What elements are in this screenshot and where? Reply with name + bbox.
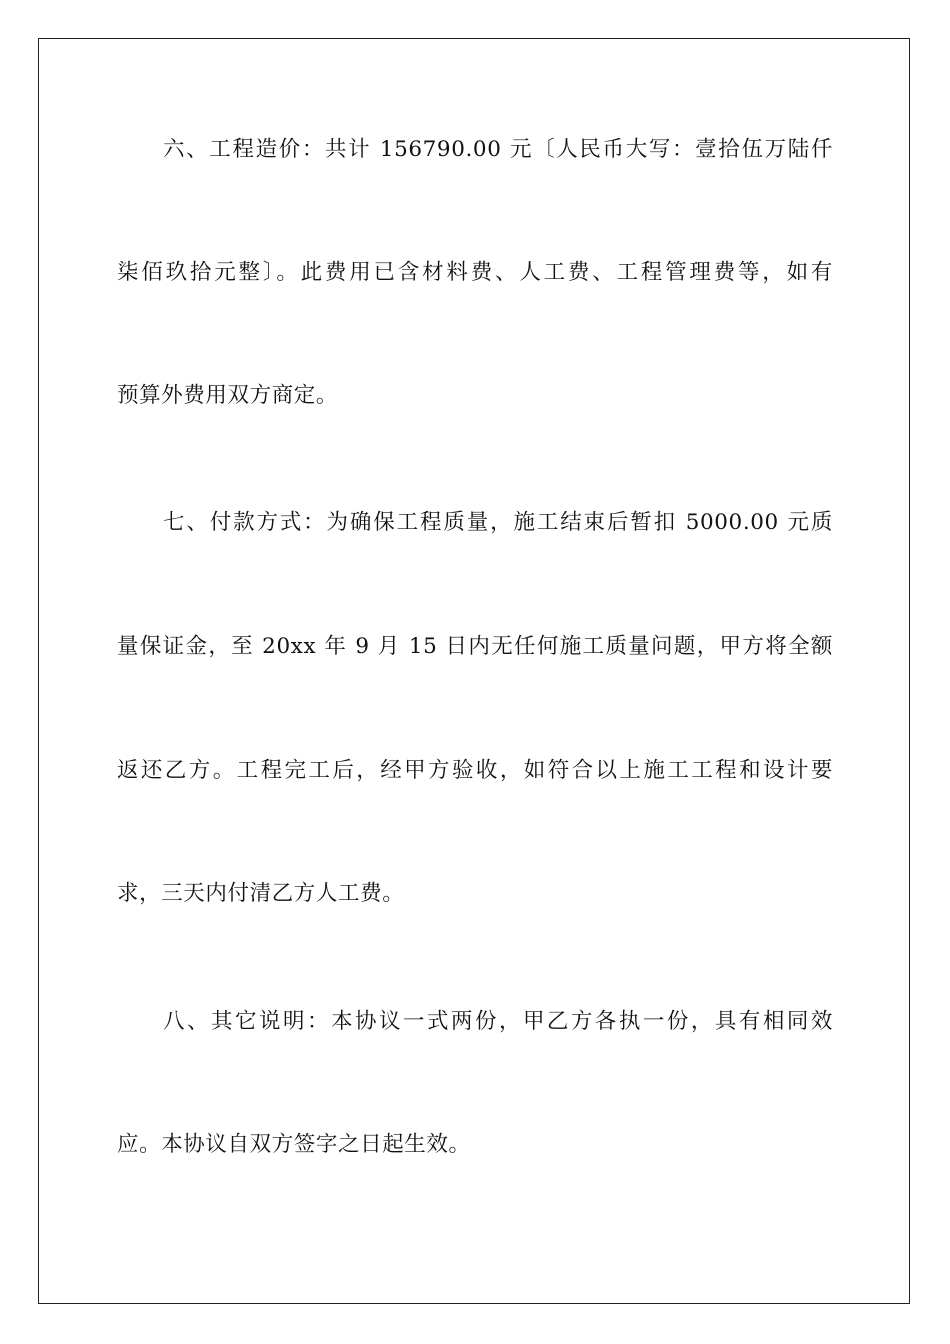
clause-seven-line-2: 量保证金，至 20xx 年 9 月 15 日内无任何施工质量问题，甲方将全额 bbox=[117, 634, 833, 659]
clause-seven-line-4: 求，三天内付清乙方人工费。 bbox=[117, 881, 405, 906]
clause-seven-line-3: 返还乙方。工程完工后，经甲方验收，如符合以上施工工程和设计要 bbox=[117, 758, 833, 783]
clause-seven-line-1: 七、付款方式：为确保工程质量，施工结束后暂扣 5000.00 元质 bbox=[163, 510, 833, 535]
page-border bbox=[38, 38, 910, 1304]
clause-six-line-2: 柒佰玖拾元整〕。此费用已含材料费、人工费、工程管理费等，如有 bbox=[117, 260, 833, 285]
clause-eight-line-2: 应。本协议自双方签字之日起生效。 bbox=[117, 1132, 471, 1157]
clause-eight-line-1: 八、其它说明：本协议一式两份，甲乙方各执一份，具有相同效 bbox=[163, 1009, 833, 1034]
clause-six-line-3: 预算外费用双方商定。 bbox=[117, 383, 339, 408]
clause-six-line-1: 六、工程造价：共计 156790.00 元〔人民币大写：壹拾伍万陆仟 bbox=[163, 137, 833, 162]
